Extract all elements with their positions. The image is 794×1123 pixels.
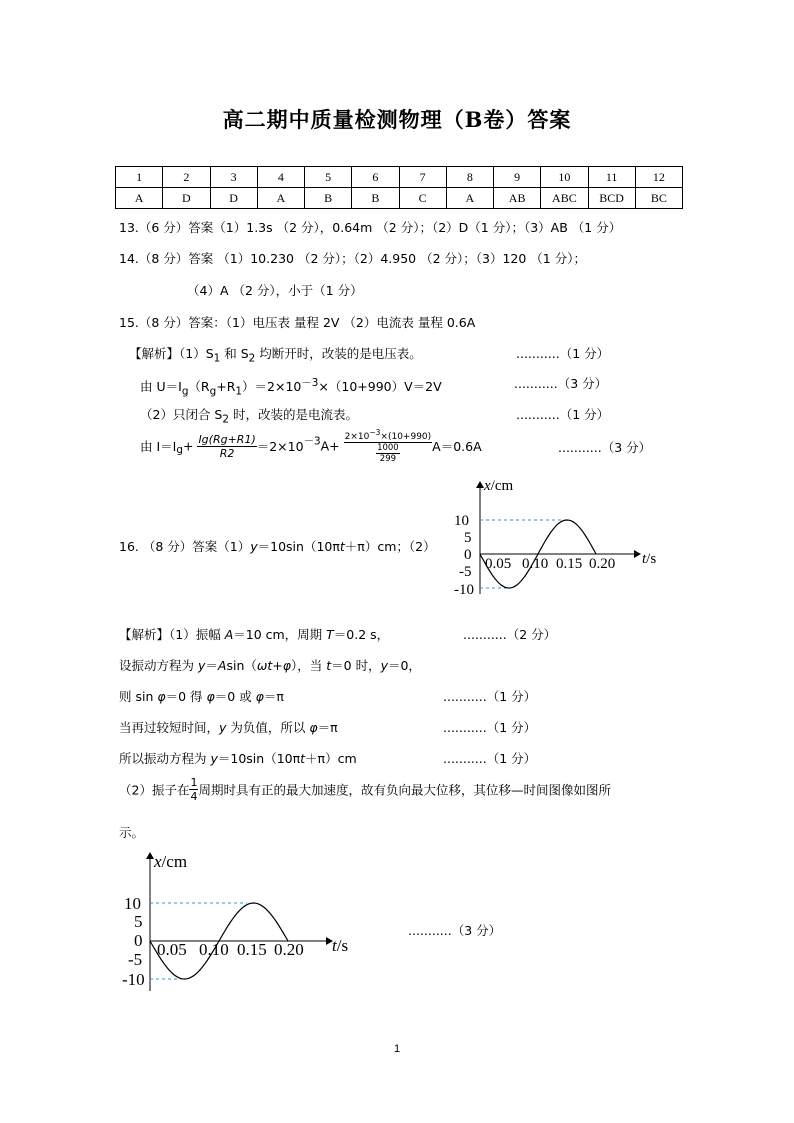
y-tick-label: 5 [464,530,472,546]
q14-answer-line2: （4）A （2 分），小于（1 分） [187,283,363,298]
answer-table-answer-row [116,188,683,209]
q15-score-4: ...........（3 分） [558,440,652,455]
x-tick-label: 0.05 [157,940,187,959]
question-number-cell: 2 [163,167,210,188]
x-tick-label: 0.05 [485,556,512,572]
x-axis-label: t/s [332,936,349,955]
question-number-cell: 12 [635,167,682,188]
page-title: 高二期中质量检测物理（B卷）答案 [222,107,572,132]
question-number-cell: 1 [116,167,163,188]
q14-answer-line1: 14.（8 分）答案 （1）10.230 （2 分）；（2）4.950 （2 分）；（3）120 （1 分）； [119,251,586,266]
answer-cell: BC [635,188,682,209]
graph-score: ...........（3 分） [408,923,502,938]
q16-analysis-line5: 所以振动方程为 y＝10sin（10πt＋π）cm [119,751,357,766]
answer-cell: B [352,188,399,209]
answer-cell: BCD [588,188,635,209]
answer-cell: B [305,188,352,209]
q16-analysis-line2: 设振动方程为 y＝Asin（ωt+φ），当 t＝0 时，y＝0， [119,658,421,673]
y-tick-label: 0 [464,547,472,563]
small-displacement-graph [440,472,670,607]
answer-cell: ABC [541,188,588,209]
question-number-cell: 10 [541,167,588,188]
question-number-cell: 6 [352,167,399,188]
question-number-cell: 9 [494,167,541,188]
y-tick-label: -10 [122,970,145,989]
answer-cell: D [163,188,210,209]
q15-score-2: ...........（3 分） [514,376,608,391]
x-tick-label: 0.10 [522,556,549,572]
question-number-cell: 3 [210,167,257,188]
q15-answer: 15.（8 分）答案：（1）电压表 量程 2V （2）电流表 量程 0.6A [119,315,476,330]
q15-analysis-line1: 【解析】$(1)S_1$ 和 $S_2$ 均断开时，改装的是电压表。 [129,346,422,365]
x-tick-label: 0.20 [274,940,304,959]
page-number: 1 [394,1043,401,1055]
answer-cell: AB [494,188,541,209]
question-number-cell: 11 [588,167,635,188]
q16-score-4: ...........（1 分） [443,751,537,766]
x-tick-label: 0.15 [556,556,583,572]
answer-table-number-row [116,167,683,188]
y-tick-label: 10 [124,894,141,913]
answer-cell: D [210,188,257,209]
q16-analysis-line4: 当再过较短时间，y 为负值，所以 φ＝π [119,720,338,735]
question-number-cell: 7 [399,167,446,188]
q16-score-3: ...........（1 分） [443,720,537,735]
formula-inner-fraction: $\frac{1000}{299}$ [377,443,399,464]
y-tick-label: 0 [134,931,143,950]
answer-cell: A [257,188,304,209]
y-axis-label: x/cm [484,478,514,494]
y-tick-label: -5 [459,564,472,580]
y-tick-label: -10 [454,582,474,598]
question-number-cell: 4 [257,167,304,188]
formula-compound-fraction: $\frac{2\times 10^{-3}\times(10+990)}{\frac{1000}{299}}$ [344,428,432,464]
q15-score-1: ...........（1 分） [516,346,610,361]
formula-fraction: $\frac{Ig(Rg+R1)}{R2}$ [198,432,256,460]
q16-score-1: ...........（2 分） [463,627,557,642]
q16-analysis-line3: 则 sin φ＝0 得 φ＝0 或 φ＝π [119,689,284,704]
large-displacement-graph [110,845,370,995]
answer-cell: A [446,188,493,209]
y-axis-label: x/cm [154,852,188,871]
answer-cell: C [399,188,446,209]
answer-table [115,166,683,209]
q16-analysis-line7: 示。 [119,825,145,840]
q15-analysis-line4: 由 $I=I_g+$ $\frac{Ig(Rg+R1)}{R2}$ $=2\times 10^{-3}A+$ $\frac{2\times 10^{-3}\times(10+990)}{\frac{1000}{299}}$ A＝0.6A [140,428,482,464]
y-tick-label: 10 [454,513,469,529]
answer-cell: A [116,188,163,209]
y-tick-label: -5 [128,950,143,969]
x-axis-label: t/s [642,551,657,567]
q15-analysis-line2: 由 $U=I_g(R_g+R_1)=2\times 10^{-3}\times(10+990)V=2V$ [140,377,442,398]
q13-answer: 13.（6 分）答案（1）1.3s （2 分），0.64m （2 分）；（2）D（1 分）；（3）AB （1 分） [119,220,622,235]
x-tick-label: 0.20 [589,556,616,572]
question-number-cell: 8 [446,167,493,188]
question-number-cell: 5 [305,167,352,188]
q16-answer: 16. （8 分）答案（1）y＝10sin（10πt＋π）cm；（2） [119,539,436,554]
q15-score-3: ...........（1 分） [516,407,610,422]
x-tick-label: 0.10 [199,940,229,959]
q16-analysis-line6: （2）振子在 $\frac{1}{4}$ 周期时具有正的最大加速度，故有负向最大位移，其位移—时间图像如图所 [119,776,611,803]
quarter-fraction: $\frac{1}{4}$ [190,776,198,803]
q16-analysis-line1: 【解析】（1）振幅 A＝10 cm，周期 T＝0.2 s， [119,627,390,642]
q16-score-2: ...........（1 分） [443,689,537,704]
x-tick-label: 0.15 [237,940,267,959]
q15-analysis-line3: （2）只闭合 $S_2$ 时，改装的是电流表。 [140,407,358,426]
y-tick-label: 5 [134,912,143,931]
